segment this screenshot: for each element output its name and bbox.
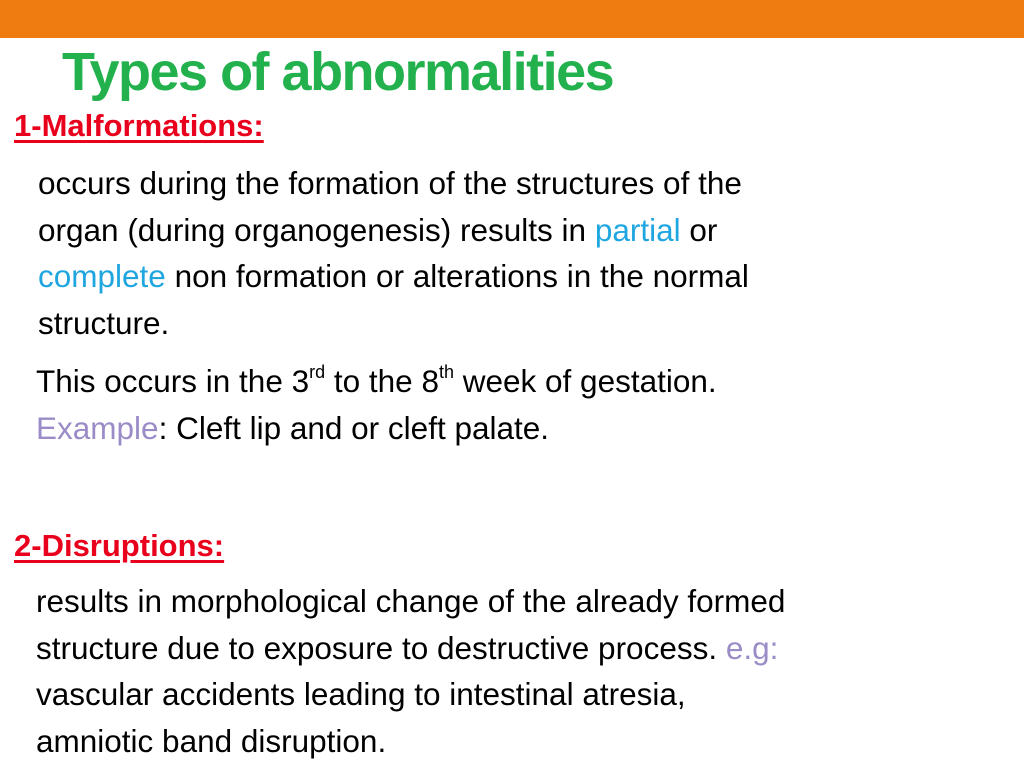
text-line xyxy=(36,671,1011,718)
malformations-definition xyxy=(36,160,1011,346)
text-line xyxy=(36,160,1011,207)
text-segment: organ (during organogenesis) results in xyxy=(38,211,595,248)
text-segment: This occurs in the 3 xyxy=(36,363,310,399)
disruptions-definition xyxy=(36,578,1011,764)
text-segment: non formation or alterations in the normal xyxy=(165,258,749,294)
text-segment: week of gestation. xyxy=(454,363,717,399)
superscript: th xyxy=(438,362,454,382)
text-line xyxy=(36,718,1011,765)
text-segment: amniotic band disruption. xyxy=(36,722,387,759)
highlight-partial: partial xyxy=(594,211,681,248)
text-segment: occurs during the formation of the structures of the xyxy=(38,165,742,201)
highlight-complete: complete xyxy=(38,258,166,294)
text-segment: structure due to exposure to destructive process. xyxy=(36,629,726,666)
text-segment: or xyxy=(680,211,718,248)
text-line xyxy=(36,405,1011,452)
malformations-timing xyxy=(36,358,1011,451)
text-segment: results in morphological change of the already formed xyxy=(36,583,786,619)
text-line xyxy=(36,207,1011,254)
example-text: : Cleft lip and or cleft palate. xyxy=(158,409,550,446)
top-accent-bar xyxy=(0,0,1024,38)
section-heading-disruptions: 2-Disruptions: xyxy=(14,528,225,563)
text-segment: to the 8 xyxy=(325,363,439,399)
text-line xyxy=(36,358,1011,405)
slide-title: Types of abnormalities xyxy=(62,42,614,102)
section-heading-malformations: 1-Malformations: xyxy=(14,108,264,143)
text-line xyxy=(36,625,1011,672)
text-line xyxy=(36,300,1011,347)
superscript: rd xyxy=(309,362,326,382)
text-segment: structure. xyxy=(38,304,170,341)
example-label: Example xyxy=(36,409,159,446)
text-line xyxy=(36,578,1011,625)
eg-label: e.g: xyxy=(725,629,779,666)
text-segment: vascular accidents leading to intestinal atresia, xyxy=(36,676,686,712)
text-line xyxy=(36,253,1011,300)
